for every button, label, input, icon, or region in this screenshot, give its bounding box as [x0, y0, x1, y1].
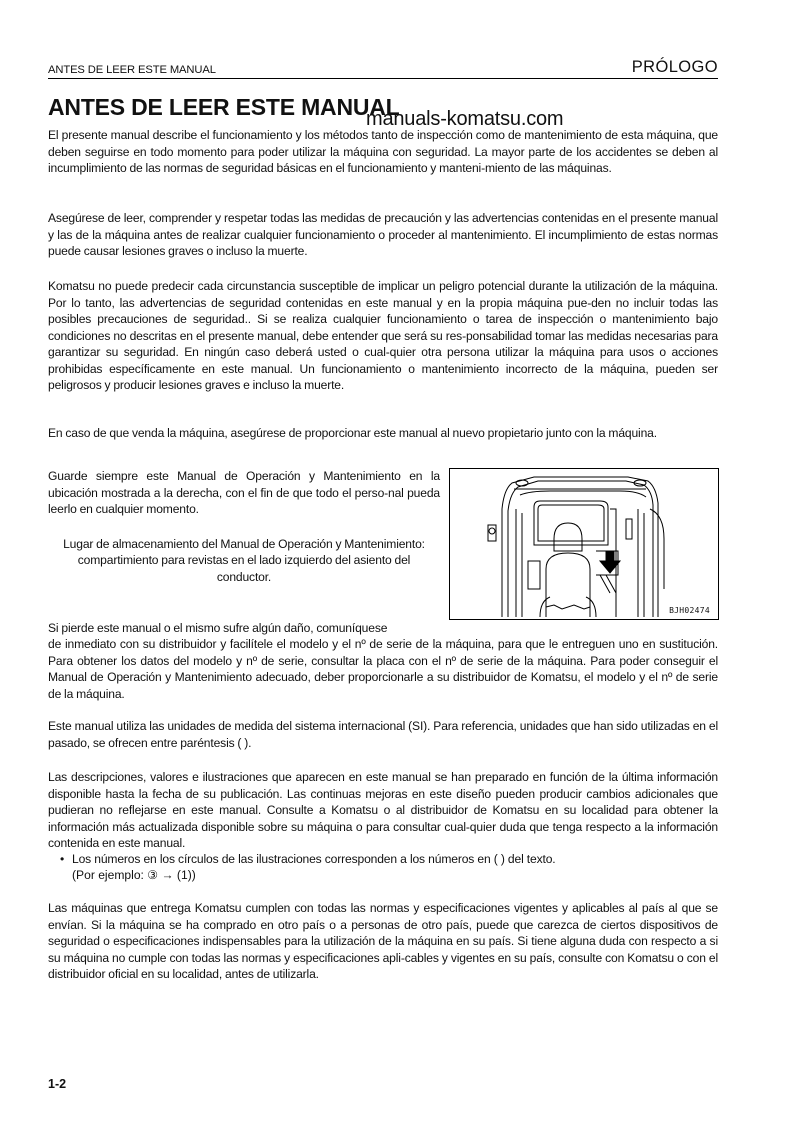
page-title: ANTES DE LEER ESTE MANUAL — [48, 94, 400, 120]
storage-location-label: Lugar de almacenamiento del Manual de Operación y Mantenimiento: — [63, 537, 425, 551]
operator-cab-illustration — [450, 469, 718, 619]
paragraph-compliance: Las máquinas que entrega Komatsu cumplen con todas las normas y especificaciones vigentes y aplicables al país al que se envían. Si la máquina se ha comprado en otro país o a personas de otro país, puede que carezca de ciertos dispositivos de seguridad o especificaciones indispensables para la utilización de la máquina en su país. Si tiene alguna duda con respecto a si su máquina no cumple con todas las normas y especificaciones apli-cables y vigentes en su país, consulte con Komatsu o con el distribuidor oficial en su localidad, antes de utilizarla. — [48, 901, 718, 981]
paragraph-lost-manual: de inmediato con su distribuidor y facilítele el modelo y el nº de serie de la máquina, para que le entreguen uno en sustitución. Para obtener los datos del modelo y nº de serie, consultar la placa con el nº de serie de la máquina. Para poder conseguir el Manual de Operación y Mantenimiento adecuado, deber proporcionarle a su distribuidor de Komatsu, el modelo y el nº de serie de la máquina. — [48, 637, 718, 701]
watermark: manuals-komatsu.com — [366, 108, 564, 130]
storage-location-text: compartimiento para revistas en el lado izquierdo del asiento del conductor. — [77, 553, 411, 584]
paragraph-sale: En caso de que venda la máquina, asegúrese de proporcionar este manual al nuevo propietario junto con la máquina. — [48, 426, 657, 440]
paragraph-si-units: Este manual utiliza las unidades de medida del sistema internacional (SI). Para referencia, unidades que han sido utilizadas en el pasado, se ofrecen entre paréntesis ( ). — [48, 719, 718, 750]
page-number: 1-2 — [48, 1077, 67, 1091]
bullet-text: Los números en los círculos de las ilustraciones corresponden a los números en ( ) del texto. — [72, 852, 556, 866]
paragraph-read-precautions: Asegúrese de leer, comprender y respetar todas las medidas de precaución y las advertencias contenidas en el presente manual y las de la máquina antes de realizar cualquier funcionamiento o proceder al mantenimiento. El incumplimiento de estas normas puede causar lesiones graves o incluso la muerte. — [48, 211, 718, 258]
header-chapter-title: PRÓLOGO — [631, 58, 718, 76]
bullet-item — [60, 851, 556, 868]
header-section-title: ANTES DE LEER ESTE MANUAL — [48, 64, 216, 76]
bullet-marker: • — [60, 852, 65, 866]
bullet-example: (Por ejemplo: ③ → (1)) — [72, 868, 196, 882]
running-header — [48, 58, 718, 79]
paragraph-komatsu-cannot-predict: Komatsu no puede predecir cada circunstancia susceptible de implicar un peligro potencial durante la utilización de la máquina. Por lo tanto, las advertencias de seguridad contenidas en este manual y en la propia máquina pue-den no incluir todas las posibles precauciones de seguridad.. Si se realiza cualquier funcionamiento o tarea de inspección o mantenimiento bajo condiciones no descritas en el presente manual, debe entender que será su res-ponsabilidad tomar las medidas necesarias para garantizar su seguridad. En ningún caso deberá usted o cual-quier otra persona utilizar la máquina para usos o acciones prohibidas específicamente en este manual. Un funcionamiento o mantenimiento incorrecto de la máquina, pueden ser peligrosos y producir lesiones graves e incluso la muerte. — [48, 279, 718, 392]
paragraph-keep-manual: Guarde siempre este Manual de Operación y Mantenimiento en la ubicación mostrada a la derecha, con el fin de que todo el perso-nal pueda leerlo en cualquier momento. — [48, 469, 440, 516]
figure-code: BJH02474 — [669, 606, 710, 615]
cab-illustration-figure — [449, 468, 719, 620]
paragraph-lost-manual-lead: Si pierde este manual o el mismo sufre algún daño, comuníquese — [48, 621, 388, 635]
paragraph-intro: El presente manual describe el funcionamiento y los métodos tanto de inspección como de mantenimiento de esta máquina, que deben seguirse en todo momento para poder utilizar la máquina con seguridad. La mayor parte de los accidentes se deben al incumplimiento de las normas de seguridad básicas en el funcionamiento y manteni-miento de las máquinas. — [48, 128, 718, 175]
paragraph-descriptions: Las descripciones, valores e ilustraciones que aparecen en este manual se han preparado en función de la última información disponible hasta la fecha de su publicación. Las continuas mejoras en este diseño pueden producir cambios adicionales que pudieran no reflejarse en este manual. Consulte a Komatsu o al distribuidor de Komatsu en su localidad para obtener la información más actualizada disponible sobre su máquina o para consultar cual-quier duda que tenga respecto a la información contenida en este manual. — [48, 770, 718, 850]
